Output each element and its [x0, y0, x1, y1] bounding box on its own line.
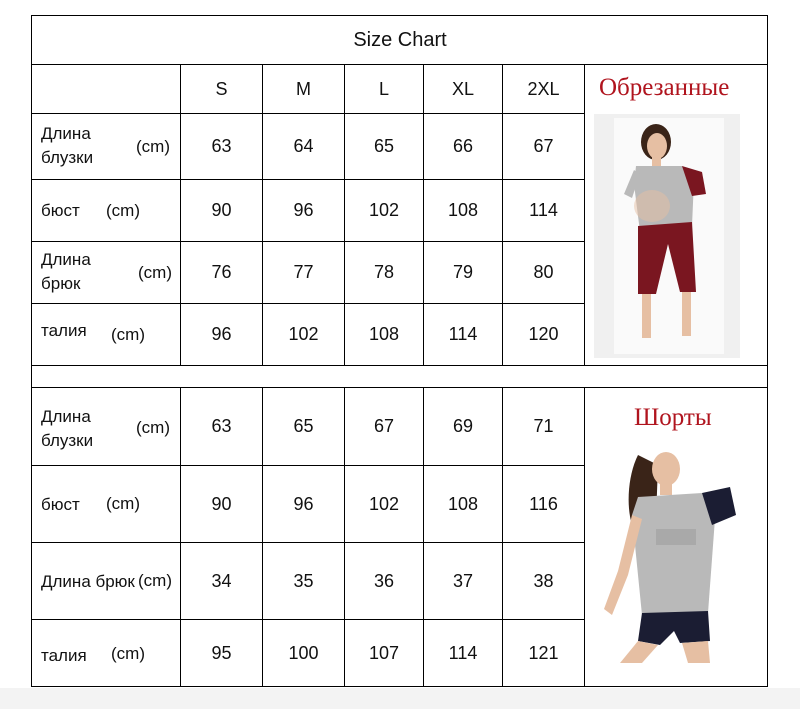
row-label-waist: талия — [41, 646, 87, 665]
value-cell: 108 — [447, 200, 479, 220]
model-cropped-illustration — [594, 114, 740, 358]
value-cell: 79 — [452, 262, 474, 282]
row-label-bust: бюст — [41, 495, 80, 514]
value-cell: 121 — [528, 643, 559, 663]
value-cell: 67 — [373, 416, 395, 436]
value-cell: 116 — [529, 493, 558, 514]
value-cell: 90 — [211, 200, 232, 220]
value-cell: 114 — [529, 200, 558, 220]
size-header-xl: XL — [451, 78, 475, 99]
value-cell: 100 — [288, 643, 319, 663]
value-cell: 37 — [452, 570, 474, 591]
chart-title: Size Chart — [353, 28, 447, 51]
value-cell: 38 — [533, 570, 554, 591]
divider — [584, 387, 585, 687]
value-cell: 64 — [293, 136, 314, 156]
row-unit: (cm) — [136, 137, 170, 156]
value-cell: 36 — [373, 570, 395, 591]
value-cell: 90 — [211, 493, 232, 514]
value-cell: 80 — [533, 262, 554, 282]
cropped-pajama-photo — [594, 114, 740, 358]
divider — [584, 64, 585, 365]
row-label-bust: бюст — [41, 201, 80, 220]
value-cell: 102 — [368, 200, 400, 220]
size-header-l: L — [378, 78, 389, 99]
value-cell: 69 — [452, 416, 474, 436]
value-cell: 107 — [368, 643, 400, 663]
value-cell: 108 — [447, 493, 479, 514]
value-cell: 102 — [368, 493, 400, 514]
cropped-caption: Обрезанные — [599, 74, 730, 101]
value-cell: 95 — [211, 643, 232, 663]
model-shorts-illustration — [598, 445, 762, 665]
value-cell: 114 — [448, 643, 478, 663]
value-cell: 76 — [211, 262, 232, 282]
row-label-top-length: Длина блузки — [41, 124, 94, 167]
value-cell: 108 — [368, 324, 400, 344]
shorts-caption: Шорты — [634, 404, 712, 431]
row-unit: (cm) — [111, 644, 145, 663]
value-cell: 71 — [533, 416, 554, 436]
row-label-top-length: Длина блузки — [41, 407, 94, 450]
row-unit: (cm) — [136, 418, 170, 437]
value-cell: 96 — [293, 493, 314, 514]
divider — [31, 365, 768, 366]
row-unit: (cm) — [138, 571, 172, 590]
row-unit: (cm) — [106, 201, 140, 220]
value-cell: 77 — [293, 262, 314, 282]
value-cell: 114 — [448, 324, 478, 344]
value-cell: 65 — [293, 416, 314, 436]
value-cell: 96 — [211, 324, 232, 344]
value-cell: 120 — [528, 324, 559, 344]
value-cell: 96 — [293, 200, 314, 220]
value-cell: 65 — [373, 136, 395, 156]
value-cell: 66 — [452, 136, 474, 156]
value-cell: 35 — [293, 570, 314, 591]
row-label-pants-length: Длина брюк — [41, 572, 135, 591]
value-cell: 34 — [211, 570, 232, 591]
row-unit: (cm) — [138, 263, 172, 282]
value-cell: 63 — [211, 416, 232, 436]
value-cell: 63 — [211, 136, 232, 156]
value-cell: 78 — [373, 262, 395, 282]
value-cell: 102 — [288, 324, 319, 344]
row-label-pants-length: Длина брюк — [41, 250, 91, 293]
shorts-pajama-photo — [598, 445, 762, 665]
value-cell: 67 — [533, 136, 554, 156]
row-label-waist: талия — [41, 321, 87, 340]
size-header-2xl: 2XL — [527, 78, 560, 99]
size-header-s: S — [215, 78, 228, 99]
row-unit: (cm) — [111, 325, 145, 344]
size-header-m: M — [296, 78, 311, 99]
row-unit: (cm) — [106, 494, 140, 513]
